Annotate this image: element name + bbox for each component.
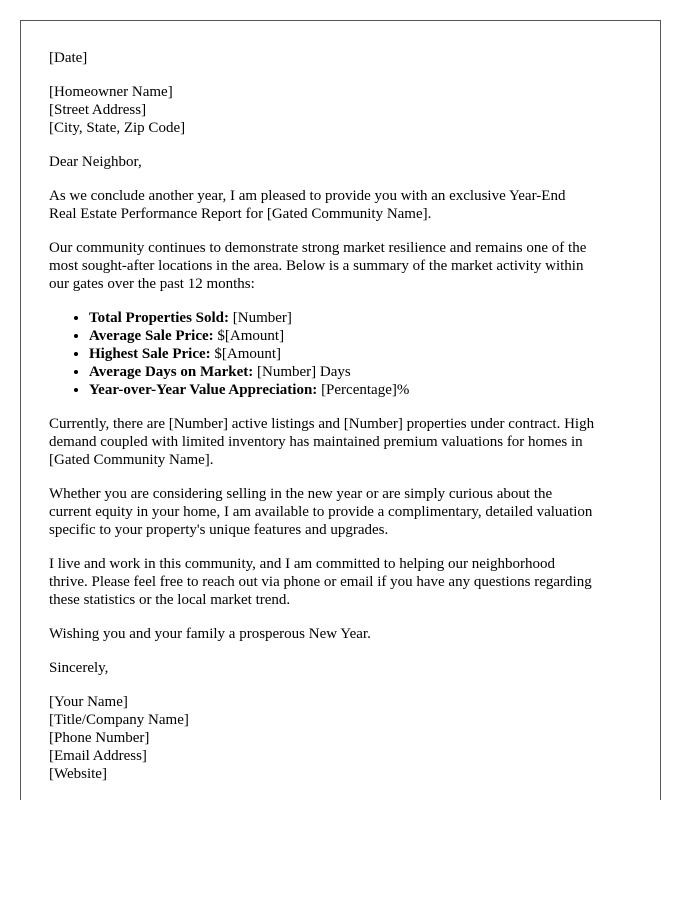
recipient-name: [Homeowner Name] [49, 84, 173, 100]
summary-line: most sought-after locations in the area. Below is a summary of the market activity within [49, 258, 584, 274]
intro-paragraph [49, 187, 639, 223]
wishes-paragraph [49, 625, 639, 643]
commitment-paragraph [49, 555, 639, 609]
letter-date [49, 49, 639, 67]
stat-value: $[Amount] [213, 328, 285, 344]
listings-line: [Gated Community Name]. [49, 452, 214, 468]
valuation-line: specific to your property's unique features and upgrades. [49, 522, 389, 538]
commitment-line: these statistics or the local market trend. [49, 592, 291, 608]
commitment-line: thrive. Please feel free to reach out via phone or email if you have any questions regarding [49, 574, 592, 590]
stat-value: [Number] Days [253, 364, 351, 380]
summary-line: Our community continues to demonstrate strong market resilience and remains one of the [49, 240, 587, 256]
closing [49, 659, 639, 677]
stat-value: $[Amount] [210, 346, 282, 362]
salutation-text: Dear Neighbor, [49, 154, 142, 170]
stats-list [49, 309, 639, 399]
date-text: [Date] [49, 50, 88, 66]
recipient-street: [Street Address] [49, 102, 147, 118]
stat-label: Year-over-Year Value Appreciation: [89, 382, 318, 398]
signature-block [49, 693, 639, 783]
signature-name: [Your Name] [49, 694, 128, 710]
recipient-address [49, 83, 639, 137]
stat-item [89, 309, 639, 327]
intro-line: As we conclude another year, I am pleased to provide you with an exclusive Year-End [49, 188, 566, 204]
stat-label: Average Sale Price: [89, 328, 214, 344]
valuation-line: current equity in your home, I am available to provide a complimentary, detailed valuation [49, 504, 593, 520]
stat-label: Average Days on Market: [89, 364, 254, 380]
wishes-text: Wishing you and your family a prosperous New Year. [49, 626, 371, 642]
signature-title: [Title/Company Name] [49, 712, 189, 728]
recipient-city: [City, State, Zip Code] [49, 120, 186, 136]
listings-paragraph [49, 415, 639, 469]
commitment-line: I live and work in this community, and I am committed to helping our neighborhood [49, 556, 556, 572]
stat-item [89, 345, 639, 363]
valuation-line: Whether you are considering selling in the new year or are simply curious about the [49, 486, 553, 502]
letter-body [49, 49, 639, 799]
stat-item [89, 327, 639, 345]
stat-value: [Number] [229, 310, 292, 326]
stat-value: [Percentage]% [317, 382, 410, 398]
summary-paragraph [49, 239, 639, 293]
intro-line: Real Estate Performance Report for [Gated Community Name]. [49, 206, 432, 222]
letter-page [20, 20, 661, 800]
listings-line: Currently, there are [Number] active listings and [Number] properties under contract. High [49, 416, 595, 432]
listings-line: demand coupled with limited inventory has maintained premium valuations for homes in [49, 434, 583, 450]
signature-phone: [Phone Number] [49, 730, 150, 746]
valuation-paragraph [49, 485, 639, 539]
summary-line: our gates over the past 12 months: [49, 276, 255, 292]
salutation [49, 153, 639, 171]
stat-label: Highest Sale Price: [89, 346, 211, 362]
stat-item [89, 381, 639, 399]
stat-item [89, 363, 639, 381]
signature-website: [Website] [49, 766, 107, 782]
signature-email: [Email Address] [49, 748, 147, 764]
stat-label: Total Properties Sold: [89, 310, 230, 326]
closing-text: Sincerely, [49, 660, 109, 676]
